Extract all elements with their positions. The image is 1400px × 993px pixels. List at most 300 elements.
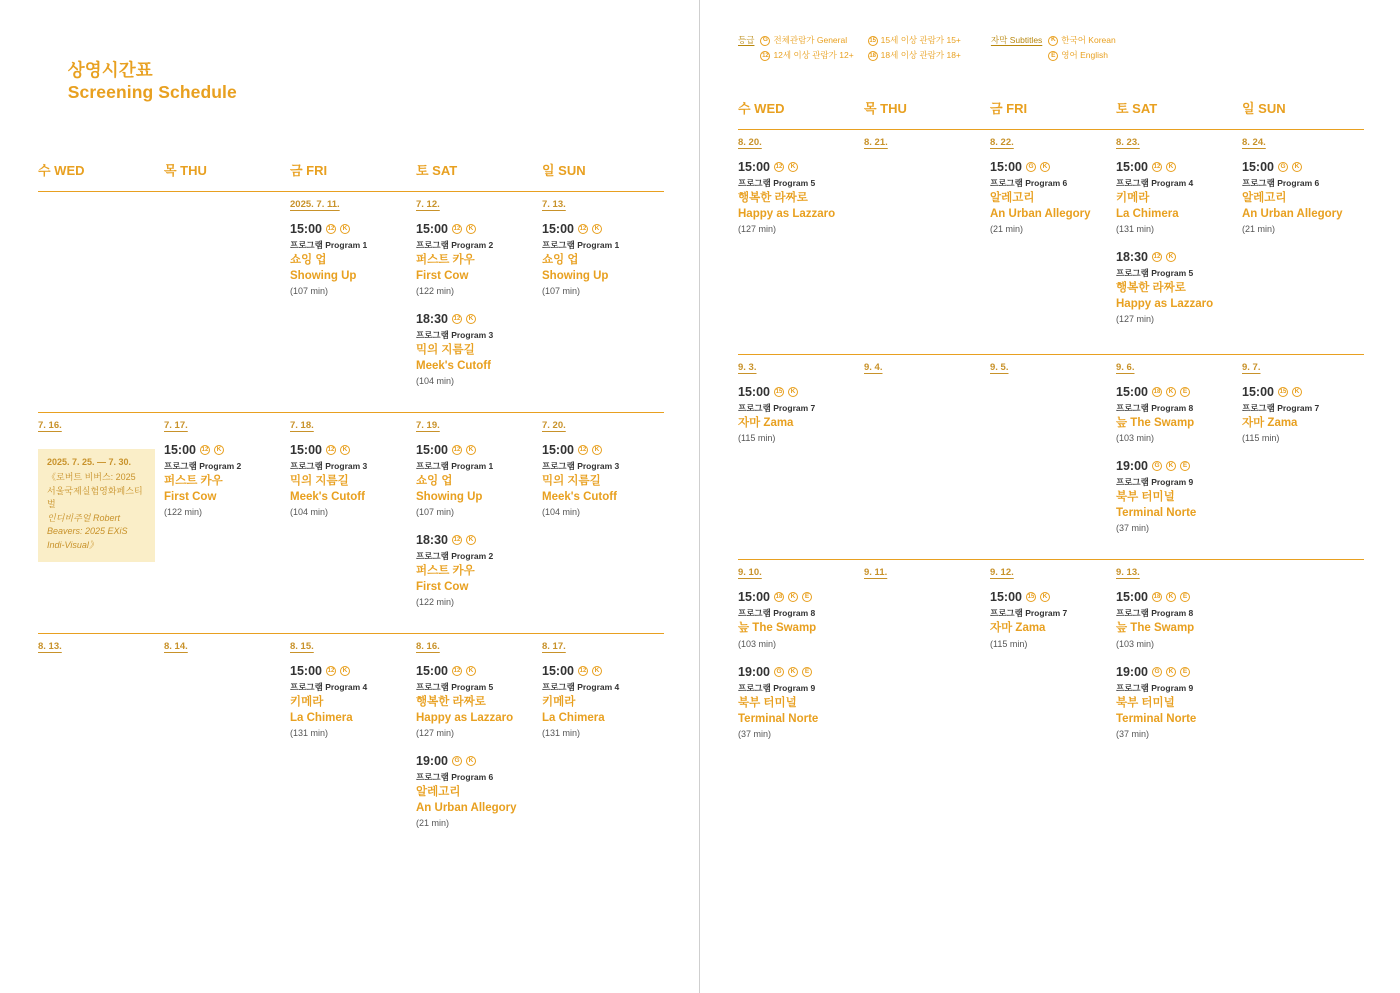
film-title-en: La Chimera [1116,207,1179,220]
day-column [290,199,416,402]
film-title-en: First Cow [416,580,469,593]
date-label[interactable]: 7. 17. [164,420,188,432]
film-duration: (103 min) [738,638,777,649]
rating-badge-12: 12 [453,537,461,544]
legend-item-text: 전체관람가 General [773,35,848,45]
screening-entry[interactable] [542,443,658,517]
day-column [290,641,416,844]
film-title-en: Terminal Norte [738,712,819,725]
film-title-ko: 믹의 지름길 [416,344,475,357]
film-title-ko: 북부 터미널 [738,696,797,709]
screening-time: 15:00 [542,443,574,458]
screening-time-row [290,664,406,678]
film-title-en: Meek's Cutoff [542,490,617,503]
screening-time-row [1116,160,1232,174]
screening-entry[interactable] [416,754,532,828]
film-duration: (122 min) [164,507,203,518]
rating-badge-k: K [592,224,602,234]
week-row [738,129,1364,344]
film-duration: (122 min) [416,286,455,297]
film-duration: (104 min) [542,507,581,518]
day-column [416,641,542,844]
rating-badge-k: K [1040,162,1050,172]
rating-badge-12: 12 [453,447,461,454]
film-title-en: An Urban Allegory [416,801,517,814]
rating-badge-k: K [1166,667,1176,677]
rating-badge-k: K [466,314,476,324]
rating-badge-g: G [452,756,462,766]
film-title-ko: 늪 The Swamp [738,622,817,635]
legend-item-text: 18세 이상 관람가 18+ [880,50,961,61]
legend-item [868,49,961,62]
date-label[interactable]: 8. 14. [164,641,188,653]
legend-rating-col-0 [760,34,853,62]
screening-entry[interactable] [738,590,854,649]
film-title-ko: 쇼잉 업 [290,254,327,266]
rating-badge-e: E [802,667,812,677]
film-title-en: An Urban Allegory [990,207,1091,220]
film-title-ko: 행복한 라짜로 [738,192,808,205]
film-title-ko: 믹의 지름길 [542,475,601,488]
week-row [38,633,664,844]
program-label: 프로그램 Program 1 [416,461,494,472]
rating-badge-k: K [788,162,798,172]
program-label: 프로그램 Program 5 [738,178,816,189]
date-label[interactable]: 8. 21. [864,137,888,149]
screening-time-row [290,222,406,236]
film-title-en: Showing Up [290,269,357,282]
program-label: 프로그램 Program 7 [1242,402,1320,413]
special-event-note [38,449,155,562]
date-label[interactable]: 7. 13. [542,199,566,210]
screening-entry[interactable] [1116,590,1232,649]
page-title-en: Screening Schedule [67,82,237,102]
day-column [1116,567,1242,755]
screening-time-row [542,443,658,457]
program-label: 프로그램 Program 3 [542,461,620,472]
screening-entry[interactable] [738,160,854,234]
legend-item [1048,49,1115,62]
rating-badge-g: G [1152,461,1162,471]
day-column [1116,362,1242,550]
day-header-sun: 일 SUN [542,163,586,178]
date-label[interactable]: 7. 16. [38,420,62,432]
film-duration: (131 min) [542,728,581,739]
film-title-ko: 퍼스트 카우 [164,475,223,488]
legend-subtitle-label: 자막 Subtitles [990,35,1043,45]
page-title-ko: 상영시간표 [67,60,153,80]
day-column [738,362,864,550]
program-label: 프로그램 Program 9 [1116,682,1194,693]
screening-time: 15:00 [542,222,574,236]
film-title-ko: 키메라 [1116,192,1150,205]
day-column [990,137,1116,344]
film-title-ko: 행복한 라짜로 [416,696,486,709]
rating-badge-k: K [466,756,476,766]
film-title-ko: 자마 Zama [1242,416,1298,429]
rating-badge-k: K [788,387,798,397]
screening-time-row [738,590,854,604]
film-title-ko: 북부 터미널 [1116,491,1175,504]
day-header-wed: 수 WED [38,163,85,178]
screening-entry[interactable] [290,443,406,517]
program-label: 프로그램 Program 8 [1116,608,1194,619]
screening-entry[interactable] [1116,459,1232,533]
rating-badge-12: 12 [327,447,335,454]
rating-badge-12: 12 [775,164,783,171]
day-column [738,137,864,344]
screening-time: 19:00 [1116,664,1148,679]
film-duration: (107 min) [290,286,329,297]
note-date: 2025. 7. 25. ― 7. 30. [47,457,132,468]
film-duration: (122 min) [416,597,455,608]
film-title-en: Happy as Lazzaro (127 min) [1116,297,1214,325]
rating-badge-k: K [1166,162,1176,172]
date-label[interactable]: 8. 16. [416,641,440,653]
screening-time: 19:00 [416,754,448,769]
screening-entry[interactable] [1242,385,1358,444]
film-title-en: Happy as Lazzaro [738,207,836,220]
film-title-en: Terminal Norte [1116,712,1197,725]
legend-item [868,34,961,47]
day-column [542,199,668,402]
rating-badge-k: K [1166,461,1176,471]
day-column [1242,567,1368,755]
legend-ratings [738,34,961,62]
day-header-thu-r: 목 THU [864,101,907,117]
screening-entry[interactable] [1116,160,1232,234]
film-title-ko: 북부 터미널 [1116,696,1175,709]
film-duration: (115 min) [1242,433,1280,444]
date-label[interactable]: 7. 20. [542,420,566,432]
legend-subtitle-col [1048,34,1115,62]
day-column [542,641,668,844]
date-label[interactable]: 7. 12. [416,199,440,210]
program-label: 프로그램 Program 7 [738,402,816,413]
date-label[interactable]: 8. 13. [38,641,62,653]
day-column [990,567,1116,755]
screening-entry[interactable] [542,664,658,738]
film-duration: (127 min) [738,224,777,235]
rating-badge-k: K [466,445,476,455]
day-column [38,641,164,844]
date-label[interactable]: 8. 15. [290,641,314,653]
screening-time-row [416,443,532,457]
week-row [738,559,1364,755]
program-label: 프로그램 Program 2 [164,461,242,472]
screening-time-row [990,590,1106,604]
film-title-ko: 알레고리 [1242,192,1287,205]
film-title-en: First Cow [164,490,217,503]
rating-badge-12: 12 [453,226,461,232]
day-column [416,420,542,623]
legend-spacer [961,34,991,62]
screening-time: 18:30 [416,533,448,548]
rating-badge-12: 12 [579,668,587,675]
legend-subtitles [991,34,1116,62]
screening-time-row [1242,160,1358,174]
rating-badge-k: K [788,592,798,602]
rating-badge-12: 12 [453,668,461,675]
film-duration: (37 min) [1116,523,1150,534]
rating-badge-12: 12 [327,226,335,232]
rating-badge-k: K [1040,592,1050,602]
rating-badge-e: E [1180,387,1190,397]
screening-time: 15:00 [990,160,1022,175]
program-label: 프로그램 Program 1 [290,240,368,250]
legend-rating-label: 등급 [738,35,755,45]
day-column [290,420,416,623]
rating-badge-15: 15 [869,37,877,44]
date-label[interactable]: 8. 20. [738,137,762,149]
film-title-en: Happy as Lazzaro [416,711,514,724]
legend-item-text: 15세 이상 관람가 15+ [880,35,961,45]
film-title-en: Showing Up [416,490,483,503]
rating-badge-k: K [788,667,798,677]
rating-badge-k: K [1166,592,1176,602]
day-header-left [38,160,664,179]
date-label[interactable]: 8. 17. [542,641,566,653]
film-duration: (107 min) [416,507,455,518]
screening-entry[interactable] [1242,160,1358,234]
screening-entry[interactable] [990,160,1106,234]
date-label[interactable]: 9. 4. [864,361,883,373]
screening-entry[interactable] [416,533,532,607]
week-row [38,191,664,402]
screening-time: 15:00 [164,443,196,458]
rating-badge-18: 18 [1153,594,1161,601]
rating-badge-12: 12 [579,226,587,232]
screening-entry[interactable] [416,312,532,386]
rating-badge-12: 12 [579,447,587,454]
screening-time: 15:00 [738,384,770,399]
screening-entry[interactable] [290,222,406,296]
film-title-en: La Chimera [290,711,353,724]
legend-item-text: 12세 이상 관람가 12+ [773,50,854,61]
left-week-list [38,191,664,844]
rating-badge-k: K [1292,162,1302,172]
day-column [542,420,668,623]
rating-badge-k: K [466,535,476,545]
film-title-ko: 알레고리 [990,192,1035,205]
film-duration: (127 min) [416,728,455,739]
rating-badge-g: G [760,36,770,46]
day-column [1242,137,1368,344]
rating-badge-e: E [1180,667,1190,677]
screening-entry[interactable] [1116,665,1232,739]
film-duration: (37 min) [738,729,772,740]
program-label: 프로그램 Program 5 [416,682,494,693]
screening-time-row [1242,385,1358,399]
screening-entry[interactable] [416,664,532,738]
day-column [38,199,164,402]
right-page [700,0,1400,993]
rating-badge-g: G [774,667,784,677]
rating-badge-15: 15 [1027,594,1035,601]
program-label: 프로그램 Program 7 [990,608,1068,619]
day-header-right [738,98,1364,117]
program-label: 프로그램 Program 3 [416,330,494,341]
screening-time: 18:30 [1116,250,1148,265]
screening-time-row [164,443,280,457]
program-label: 프로그램 Program 9 [1116,477,1194,488]
film-duration: (107 min) [542,286,581,297]
rating-badge-15: 15 [775,388,783,395]
program-label: 프로그램 Program 2 [416,240,494,250]
rating-badge-18: 18 [775,594,783,601]
screening-time-row [416,312,532,326]
program-label: 프로그램 Program 1 [542,240,620,250]
rating-badge-k: K [340,224,350,234]
screening-time: 19:00 [1116,459,1148,474]
day-header-fri: 금 FRI [290,163,328,178]
film-title-ko: 키메라 [542,696,576,709]
date-label[interactable]: 9. 10. [738,567,762,579]
day-column [990,362,1116,550]
film-title-ko: 믹의 지름길 [290,475,349,488]
program-label: 프로그램 Program 6 [1242,178,1320,189]
rating-badge-12: 12 [453,316,461,323]
rating-badge-g: G [1026,162,1036,172]
film-title-ko: 퍼스트 카우 [416,565,475,578]
screening-time-row [1116,385,1232,399]
day-column [864,137,990,344]
screening-time-row [738,385,854,399]
program-label: 프로그램 Program 3 [290,461,368,472]
film-title-ko: 알레고리 [416,786,461,799]
day-header-thu: 목 THU [164,163,207,178]
screening-time: 19:00 [738,664,770,679]
date-label[interactable]: 9. 5. [990,361,1009,373]
screening-time-row [738,665,854,679]
rating-badge-e: E [1180,592,1190,602]
film-title-ko: 쇼잉 업 [416,475,453,488]
day-header-sun-r: 일 SUN [1242,101,1286,117]
day-column [164,641,290,844]
rating-badge-g: G [1278,162,1288,172]
date-label[interactable]: 7. 19. [416,420,440,432]
legend-item-text: 영어 English [1061,50,1108,61]
legend [738,34,1364,62]
program-label: 프로그램 Program 8 [1116,402,1194,413]
screening-time: 15:00 [738,590,770,605]
screening-time-row [1116,665,1232,679]
date-label[interactable]: 9. 13. [1116,567,1140,579]
screening-entry[interactable] [542,222,658,296]
day-column [164,199,290,402]
rating-badge-k: K [466,224,476,234]
rating-badge-k: K [592,666,602,676]
date-label[interactable]: 9. 7. [1242,361,1261,373]
screening-time: 15:00 [1116,384,1148,399]
film-title-ko: 행복한 라짜로 [1116,282,1186,295]
screening-time: 15:00 [1116,160,1148,175]
rating-badge-12: 12 [1153,254,1161,261]
screening-time: 15:00 [1116,590,1148,605]
film-title-en: La Chimera [542,711,605,724]
film-duration: (21 min) [990,224,1024,235]
film-duration: (21 min) [1242,224,1276,235]
screening-time: 15:00 [990,590,1022,605]
screening-entry[interactable] [738,385,854,444]
program-label: 프로그램 Program 6 [990,178,1068,189]
rating-badge-k: K [340,445,350,455]
program-label: 프로그램 Program 4 [1116,178,1194,189]
date-label[interactable]: 2025. 7. 11. [290,199,340,210]
week-row [738,354,1364,550]
screening-time-row [738,160,854,174]
film-title-en: First Cow [416,269,469,282]
film-title-en: Meek's Cutoff [416,359,491,372]
date-label[interactable]: 9. 3. [738,361,757,373]
film-title-en: Terminal Norte [1116,506,1197,519]
rating-badge-18: 18 [869,52,877,59]
screening-time: 15:00 [290,443,322,458]
screening-entry[interactable] [416,222,532,296]
date-label[interactable]: 9. 6. [1116,361,1135,373]
rating-badge-e: E [1048,51,1058,61]
day-header-fri-r: 금 FRI [990,101,1028,117]
film-duration: (103 min) [1116,638,1155,649]
screening-time: 15:00 [738,160,770,175]
day-column [38,420,164,623]
date-label[interactable]: 7. 18. [290,420,314,432]
week-row [38,412,664,623]
screening-entry[interactable] [290,664,406,738]
date-label[interactable]: 8. 22. [990,137,1014,149]
film-title-ko: 퍼스트 카우 [416,254,475,266]
day-column [1116,137,1242,344]
screening-entry[interactable] [1116,250,1232,328]
date-label[interactable]: 9. 12. [990,567,1014,579]
legend-item [760,34,853,47]
rating-badge-g: G [1152,667,1162,677]
screening-entry[interactable] [164,443,280,517]
film-duration: (104 min) [416,376,455,387]
screening-time: 15:00 [1242,160,1274,175]
screening-entry[interactable] [738,665,854,739]
film-title-ko: 키메라 [290,696,324,709]
legend-item [760,49,853,62]
legend-rating-col-1 [868,34,961,62]
film-title-ko: 늪 The Swamp [1116,416,1195,429]
screening-time-row [1116,250,1232,264]
program-label: 프로그램 Program 4 [542,682,620,693]
rating-badge-k: K [1292,387,1302,397]
film-title-ko: 자마 Zama [738,416,794,429]
date-label[interactable]: 9. 11. [864,567,888,579]
screening-time: 15:00 [416,443,448,458]
screening-entry[interactable] [1116,385,1232,444]
film-duration: (104 min) [290,507,329,518]
film-duration: (131 min) [290,728,329,739]
rating-badge-12: 12 [1153,164,1161,171]
film-duration: (131 min) [1116,224,1155,235]
right-week-list [738,129,1364,755]
screening-entry[interactable] [990,590,1106,649]
screening-time: 15:00 [416,222,448,236]
date-label[interactable]: 8. 24. [1242,137,1266,149]
rating-badge-12: 12 [762,52,769,59]
film-title-en: Showing Up [542,269,609,282]
day-column [864,567,990,755]
screening-time-row [416,533,532,547]
screening-time: 15:00 [290,222,322,236]
program-label: 프로그램 Program 2 [416,551,494,562]
film-duration: (103 min) [1116,433,1155,444]
date-label[interactable]: 8. 23. [1116,137,1140,149]
screening-entry[interactable] [416,443,532,517]
